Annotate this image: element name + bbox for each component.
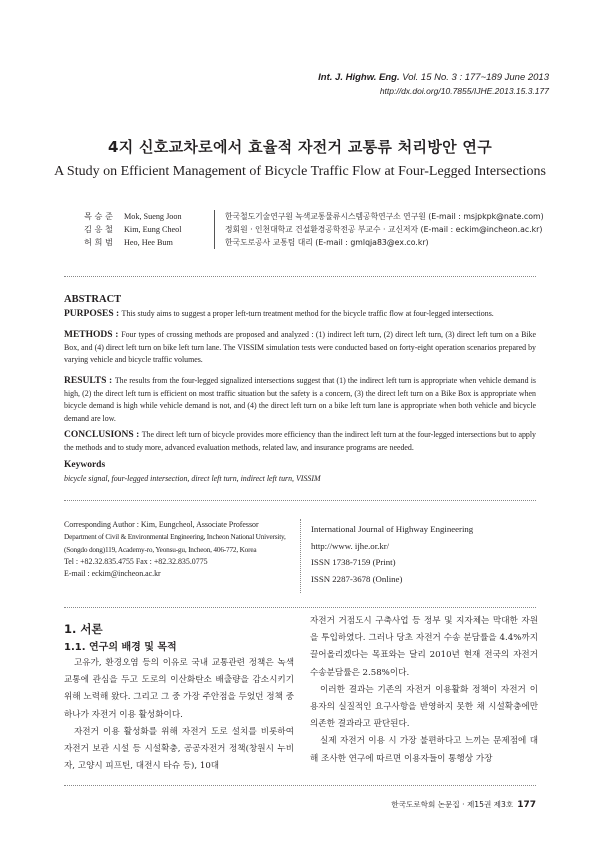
journal-name: International Journal of Highway Engineering [311,524,474,534]
methods-text: Four types of crossing methods are proposed and analyzed : (1) indirect left turn, (2) direct left turn, (3) direct left turn on a Bike Box, and (4) direct left turn on bike left turn lane. The VISSIM simulation tests were conducted based on forty-eight operation scenarios prepared by varying vehicle and bicycle traffic volumes. [64,330,536,365]
journal-citation [318,72,549,83]
keywords: bicycle signal, four-legged intersection, direct left turn, indirect left turn, VISSIM [64,474,321,483]
paragraph: 자전거 이용 활성화를 위해 자전거 도로 설치를 비롯하여 자전거 보관 시설 등 시설확충, 공공자전거 정책(창원시 누비자, 고양시 피프틴, 대전시 타슈 등), 10대 [64,726,294,772]
paragraph: 고유가, 환경오염 등의 이유로 국내 교통관련 정책은 녹색교통에 관심을 두고 도로의 이산화탄소 배출량을 감소시키기 위해 노력해 왔다. 그리고 그 중 가장 주안점을 두었던 정책 중 하나가 자전거 이용 활성화이다. [64,658,294,720]
author-name-ko: 김 응 철 [84,224,113,234]
author-affiliation: 정회원 · 인천대학교 건설환경공학전공 부교수 · 교신저자 (E-mail : eckim@incheon.ac.kr) [225,225,543,234]
abstract-purposes [64,308,536,321]
author-affiliation: 한국철도기술연구원 녹색교통물류시스템공학연구소 연구원 (E-mail : msjpkpk@nate.com) [225,212,544,221]
results-text: The results from the four-legged signalized intersections suggest that (1) the indirect left turn is appropriate when vehicle demand is high, (2) the direct left turn is efficient on most traffic situation but the safety is a concern, (3) the direct left turn on a Bike Box is appropriate when bicycle demand is high while vehicle demand is not, and (4) the direct left turn on a bike left turn lane is appropriate when both vehicle and bicycle demand are low. [64,376,537,423]
page-footer [391,799,536,810]
title-english: A Study on Efficient Management of Bicycle Traffic Flow at Four-Legged Intersections [54,164,546,179]
subsection-heading: 1.1. 연구의 배경 및 목적 [64,642,177,653]
journal-url[interactable]: http://www. ijhe.or.kr/ [311,540,390,551]
corresponding-author-info [64,519,294,580]
section-heading: 1. 서론 [64,622,103,636]
footer-journal: 한국도로학회 논문집 · 제15권 제3호 [391,800,514,809]
divider [300,519,302,593]
author-divider [214,236,215,249]
results-label: RESULTS : [64,376,115,386]
author-row [84,236,544,249]
keywords-heading: Keywords [64,460,106,470]
page-number: 177 [517,800,536,810]
abstract-heading: ABSTRACT [64,294,122,305]
author-name-en: Heo, Hee Bum [124,238,173,247]
corresponding-line: E-mail : eckim@incheon.ac.kr [64,569,161,579]
corresponding-line: Department of Civil & Environmental Engineering, Incheon National University, [64,532,286,542]
journal-issue: Vol. 15 No. 3 : 177~189 June 2013 [399,72,549,83]
abstract-results [64,375,536,425]
divider [64,607,536,608]
body-column-right [310,613,538,768]
doi-link[interactable]: http://dx.doi.org/10.7855/IJHE.2013.15.3.177 [379,86,549,96]
footer-divider [64,785,536,786]
author-list [84,210,544,249]
methods-label: METHODS : [64,330,122,340]
paragraph: 자전거 거점도시 구축사업 등 정부 및 지자체는 막대한 자원을 투입하였다. 그러나 당초 자전거 수송 분담률을 4.4%까지 끌어올리겠다는 목표와는 달리 2010년 현재 전국의 자전거 수송분담률은 2.58%이다. [310,616,538,678]
author-row [84,223,544,236]
abstract-conclusions [64,429,536,454]
paragraph: 이러한 결과는 기존의 자전거 이용활화 정책이 자전거 이용자의 실질적인 요구사항을 반영하지 못한 채 시설확충에만 의존한 결과라고 판단된다. [310,684,538,730]
author-row [84,210,544,223]
divider [64,500,536,501]
author-divider [214,210,215,223]
author-divider [214,223,215,236]
author-name-ko: 허 희 범 [84,237,113,247]
purposes-text: This study aims to suggest a proper left-turn treatment method for the bicycle traffic flow at four-legged intersections. [121,309,494,318]
corresponding-line: Tel : +82.32.835.4755 Fax : +82.32.835.0775 [64,556,208,566]
journal-info [311,521,473,587]
author-name-ko: 목 승 준 [84,211,113,221]
corresponding-line: Corresponding Author : Kim, Eungcheol, Associate Professor [64,520,259,529]
author-affiliation: 한국도로공사 교통팀 대리 (E-mail : gmlqja83@ex.co.kr) [225,238,429,247]
author-name-en: Kim, Eung Cheol [124,225,182,234]
body-column-left [64,655,294,775]
journal-abbrev: Int. J. Highw. Eng. [318,72,400,83]
corresponding-line: (Songdo dong)119, Academy-ro, Yeonsu-gu, Incheon, 406-772, Korea [64,544,257,554]
purposes-label: PURPOSES : [64,309,122,319]
issn-print: ISSN 1738-7159 (Print) [311,557,396,567]
author-name-en: Mok, Sueng Joon [124,212,182,221]
conclusions-label: CONCLUSIONS : [64,430,142,440]
issn-online: ISSN 2287-3678 (Online) [311,573,403,584]
conclusions-text: The direct left turn of bicycle provides more efficiency than the indirect left turn at the four-legged intersections but to apply the methods and to study more, advanced evaluation methods, related law, and insurance programs are needed. [64,430,536,452]
divider [64,276,536,277]
paragraph: 실제 자전거 이용 시 가장 불편하다고 느끼는 문제점에 대해 조사한 연구에 따르면 이용자들이 통행상 가장 [310,736,538,764]
title-korean: 4지 신호교차로에서 효율적 자전거 교통류 처리방안 연구 [107,138,493,156]
abstract-methods [64,329,536,367]
